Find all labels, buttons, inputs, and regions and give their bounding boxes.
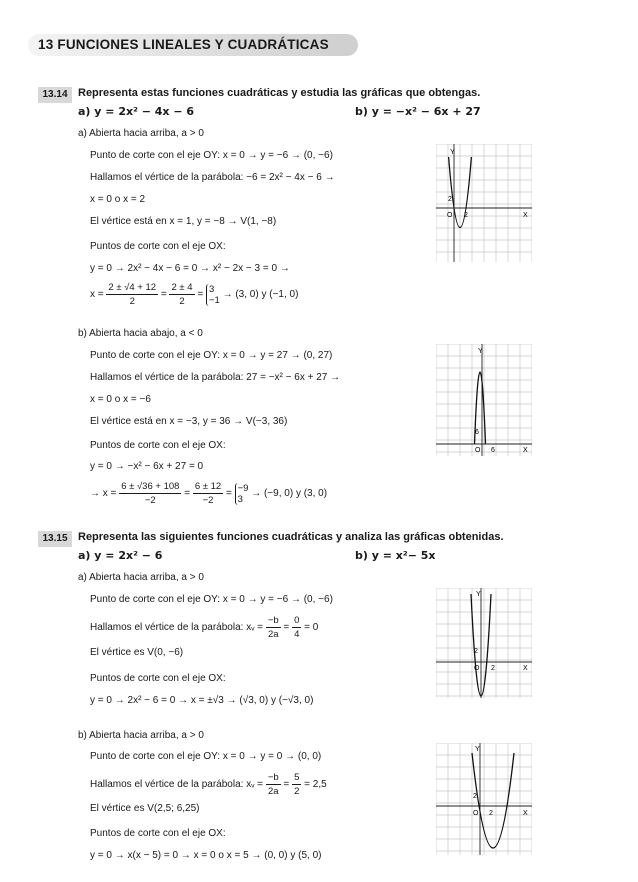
axis-y-label: Y (475, 746, 480, 753)
text-line: El vértice es V(0, −6) (90, 647, 184, 658)
fraction: $\frac{6 \pm 12}{-2}$ (194, 481, 222, 506)
brace-cases: 3 −1 (206, 284, 220, 306)
text-line: x = 0 o x = −6 (90, 394, 151, 405)
axis-y-label: Y (450, 149, 455, 156)
fraction: $\frac{-b}{2a}$ (267, 615, 279, 640)
text-line: a) Abierta hacia arriba, a > 0 (78, 572, 204, 583)
fraction: $\frac{2 \pm 4}{2}$ (171, 282, 193, 307)
page-title: 13 FUNCIONES LINEALES Y CUADRÁTICAS (38, 37, 329, 52)
text-line: Puntos de corte con el eje OX: (90, 673, 226, 684)
text-line: Hallamos el vértice de la parábola: −6 = 2x² − 4x − 6 → (90, 172, 335, 183)
formula-var: x = (90, 289, 104, 301)
formula-line: Hallamos el vértice de la parábola: xᵥ = $\frac{-b}{2a}$ = $\frac{5}{2}$ = 2,5 (90, 772, 327, 797)
text-line: Puntos de corte con el eje OX: (90, 241, 226, 252)
text-line: Punto de corte con el eje OY: x = 0 → y = 0 → (0, 0) (90, 751, 322, 762)
axis-x-label: X (523, 810, 528, 817)
text-line: y = 0 → −x² − 6x + 27 = 0 (90, 461, 204, 472)
exercise-statement: Representa las siguientes funciones cuadráticas y analiza las gráficas obtenidas. (78, 531, 504, 543)
text-line: b) Abierta hacia abajo, a < 0 (78, 328, 203, 339)
origin-label: O (474, 665, 480, 672)
formula-result: → (−9, 0) y (3, 0) (251, 488, 328, 500)
graph-parabola-1 (436, 144, 532, 262)
text-line: y = 0 → 2x² − 6 = 0 → x = ±√3 → (√3, 0) y (−√3, 0) (90, 695, 314, 706)
function-a-label: a) y = 2x² − 4x − 6 (78, 105, 195, 118)
exercise-number: 13.15 (38, 531, 72, 547)
formula-var: → x = (90, 488, 117, 500)
fraction: $\frac{0}{4}$ (294, 615, 300, 640)
text-line: y = 0 → 2x² − 4x − 6 = 0 → x² − 2x − 3 = 0 → (90, 263, 290, 274)
text-line: El vértice está en x = −3, y = 36 → V(−3, 36) (90, 416, 288, 427)
text-line: b) Abierta hacia arriba, a > 0 (78, 730, 204, 741)
formula-line: Hallamos el vértice de la parábola: xᵥ = $\frac{-b}{2a}$ = $\frac{0}{4}$ = 0 (90, 615, 319, 640)
tick-y-label: 2 (473, 793, 477, 800)
text-line: x = 0 o x = 2 (90, 194, 146, 205)
formula-line: x = $\frac{2 \pm √4 + 12}{2}$ = $\frac{2 \pm 4}{2}$ = 3 −1 → (3, 0) y (−1, 0) (90, 282, 299, 307)
exercise-statement: Representa estas funciones cuadráticas y estudia las gráficas que obtengas. (78, 87, 481, 99)
function-b-label: b) y = x²− 5x (355, 549, 436, 562)
graph-parabola-3 (436, 588, 532, 698)
graph-parabola-4 (436, 743, 532, 855)
text-line: y = 0 → x(x − 5) = 0 → x = 0 o x = 5 → (0, 0) y (5, 0) (90, 850, 322, 861)
formula-result: → (3, 0) y (−1, 0) (222, 289, 299, 301)
fraction: $\frac{2 \pm √4 + 12}{2}$ (108, 282, 157, 307)
text-line: El vértice es V(2,5; 6,25) (90, 803, 200, 814)
origin-label: O (473, 810, 479, 817)
function-b-label: b) y = −x² − 6x + 27 (355, 105, 481, 118)
tick-x-label: 2 (464, 212, 468, 219)
origin-label: O (447, 212, 453, 219)
brace-cases: −9 3 (235, 483, 249, 505)
tick-y-label: 2 (448, 196, 452, 203)
exercise-number: 13.14 (38, 87, 72, 103)
function-a-label: a) y = 2x² − 6 (78, 549, 163, 562)
text-line: Punto de corte con el eje OY: x = 0 → y = 27 → (0, 27) (90, 350, 333, 361)
axis-x-label: X (523, 447, 528, 454)
text-line: Puntos de corte con el eje OX: (90, 440, 226, 451)
origin-label: O (475, 447, 481, 454)
graph-parabola-2 (436, 344, 532, 456)
axis-x-label: X (523, 665, 528, 672)
axis-x-label: X (523, 212, 528, 219)
fraction: $\frac{6 \pm √36 + 108}{-2}$ (121, 481, 180, 506)
formula-line: → x = $\frac{6 \pm √36 + 108}{-2}$ = $\frac{6 \pm 12}{-2}$ = −9 3 → (−9, 0) y (3, 0) (90, 481, 328, 506)
tick-x-label: 2 (489, 810, 493, 817)
text-line: Punto de corte con el eje OY: x = 0 → y = −6 → (0, −6) (90, 594, 333, 605)
tick-x-label: 2 (491, 665, 495, 672)
tick-y-label: 2 (474, 648, 478, 655)
tick-y-label: 6 (475, 429, 479, 436)
text-line: Puntos de corte con el eje OX: (90, 828, 226, 839)
text-line: El vértice está en x = 1, y = −8 → V(1, −8) (90, 216, 277, 227)
text-line: Punto de corte con el eje OY: x = 0 → y = −6 → (0, −6) (90, 150, 333, 161)
text-line: a) Abierta hacia arriba, a > 0 (78, 128, 204, 139)
text-line: Hallamos el vértice de la parábola: 27 = −x² − 6x + 27 → (90, 372, 341, 383)
fraction: $\frac{-b}{2a}$ (267, 772, 279, 797)
tick-x-label: 6 (491, 447, 495, 454)
fraction: $\frac{5}{2}$ (294, 772, 300, 797)
axis-y-label: Y (476, 591, 481, 598)
axis-y-label: Y (478, 348, 483, 355)
